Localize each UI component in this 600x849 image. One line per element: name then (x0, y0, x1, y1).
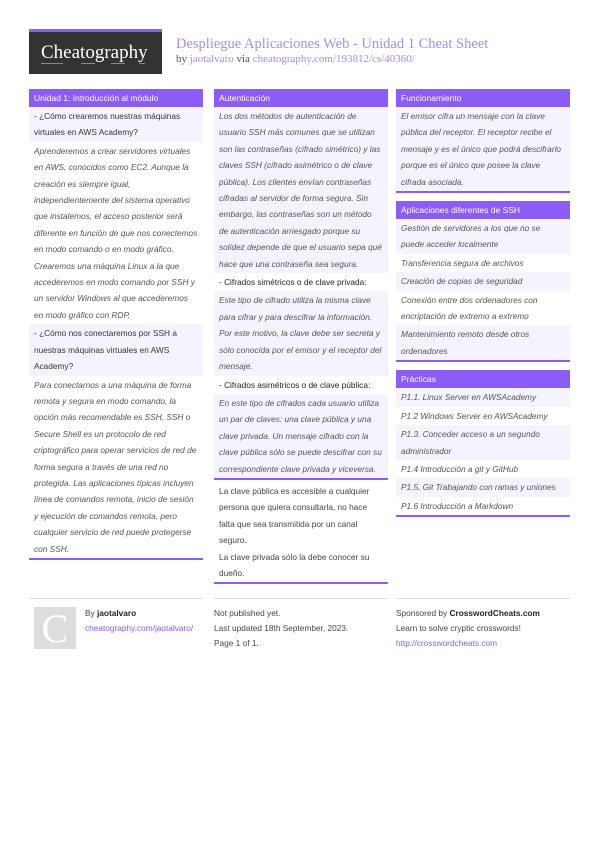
list-item: Conexión entre dos ordenadores con encriptación de extremo a extremo (401, 294, 538, 322)
section-unidad-1 (29, 89, 203, 560)
list-item: P1.5. Git Trabajando con ramas y uniones (396, 478, 570, 496)
question: - ¿Cómo crearemos nuestras máquinas virtuales en AWS Academy? (29, 107, 203, 142)
by-label: by (176, 53, 187, 65)
intro-text: Los dos métodos de autenticación de usuario SSH más comunes que se utilizan son las contraseñas (cifrado simétrico) y las claves SSH (cifrado asimétrico o de clave pública). Los clientes envían contraseñas cifradas al servidor de forma segura. Sin embargo, las contraseñas son un método de autenticación arriesgado porque su solidez depende de que el usuario sepa qué hace que una contraseña sea segura. (214, 107, 388, 273)
symmetric-text: Este tipo de cifrado utiliza la misma clave para cifrar y para descifrar la información. Por este motivo, la clave debe ser secreta y sólo conocida por el emisor y el receptor del mensaje. (214, 291, 388, 375)
column-3 (396, 89, 570, 525)
list-item: Gestión de servidores a los que no se puede acceder localmente (396, 219, 570, 254)
subheading: - Cifrados asimétricos o de clave pública: (214, 376, 388, 394)
column-2 (214, 89, 388, 592)
section-header: Unidad 1: Introducción al módulo (29, 89, 203, 107)
section-aplicaciones (396, 201, 570, 362)
section-header: Funcionamiento (396, 89, 570, 107)
answer: Para conectarnos a una máquina de forma remota y segura en modo comando, la opción más recomendable es SSH. SSH o Secure Shell es un protocolo de red criptográfico para operar servicios de red de forma segura a través de una red no protegida. Las aplicaciones típicas incluyen línea de comandos remota, inicio de sesión y ejecución de comandos remota, pero cualquier servicio de red puede protegerse con SSH. (34, 379, 197, 554)
section-autenticacion (214, 89, 388, 584)
list-item: P1.4 Introducción a git y GitHub (401, 463, 519, 474)
sponsor-tagline: Learn to solve cryptic crosswords! (396, 623, 521, 633)
asymmetric-text: En este tipo de cifrados cada usuario utiliza un par de claves: una clave pública y una clave privada. Un mensaje cifrado con la clave pública sólo se puede descifrar con su correspondiente clave privada y viceversa. (214, 394, 388, 480)
sheet-url-link[interactable]: cheatography.com/193812/cs/40360/ (252, 53, 415, 65)
public-key-note: La clave pública es accesible a cualquier persona que quiera consultarla, no hace falta que sea transmitida por un canal seguro. (219, 485, 370, 546)
list-item: Transferencia segura de archivos (401, 257, 524, 268)
cheatography-logo[interactable] (29, 29, 162, 74)
author-line (85, 606, 203, 621)
sponsored-label: Sponsored by (396, 608, 448, 618)
page-title: Despliegue Aplicaciones Web - Unidad 1 Cheat Sheet (176, 36, 489, 52)
last-updated: Last updated 18th September, 2023. (214, 623, 349, 633)
footer-author (29, 598, 203, 656)
footer-sponsor (396, 598, 570, 651)
section-header: Aplicaciones diferentes de SSH (396, 201, 570, 219)
logo-underline (139, 63, 145, 64)
sponsor-line (396, 606, 570, 621)
by-label: By (85, 608, 95, 618)
logo-underline (81, 63, 95, 64)
sponsor-name: CrosswordCheats.com (449, 608, 540, 618)
list-item: P1.1. Linux Server en AWSAcademy (396, 388, 570, 406)
list-item: P1.6 Introducción a Markdown (401, 500, 514, 511)
logo-text: Cheatography (41, 42, 148, 63)
logo-underline (111, 63, 125, 64)
column-1 (29, 89, 203, 568)
section-header: Prácticas (396, 370, 570, 388)
key-notes (214, 480, 388, 584)
avatar: C (34, 607, 76, 649)
list-item: P1.2 Windows Server en AWSAcademy (401, 410, 548, 421)
subheading: - Cifrados simétricos o de clave privada: (214, 273, 388, 291)
page-number: Page 1 of 1. (214, 638, 259, 648)
list-item: Creación de copias de seguridad (396, 272, 570, 290)
sponsor-link[interactable]: http://crosswordcheats.com (396, 638, 497, 648)
author-name: jaotalvaro (97, 608, 137, 618)
published-status: Not published yet. (214, 608, 281, 618)
byline (176, 53, 415, 65)
section-practicas (396, 370, 570, 517)
section-header: Autenticación (214, 89, 388, 107)
author-profile-link[interactable]: cheatography.com/jaotalvaro/ (85, 623, 194, 633)
author-link[interactable]: jaotalvaro (189, 53, 234, 65)
via-label: via (236, 53, 250, 65)
answer: Aprenderemos a crear servidores virtuales en AWS, conocidos como EC2. Aunque la creación es siempre igual, independientemente del sistema operativo que instalemos, el acceso posterior será diferente en función de que nos conectemos en modo comando o en modo gráfico. Crearemos una máquina Linux a la que accederemos en modo comando por SSH y un servidor Windows al que accederemos en modo gráfico con RDP. (34, 145, 198, 320)
logo-underline (41, 63, 63, 64)
section-funcionamiento (396, 89, 570, 193)
list-item: P1.3. Conceder acceso a un segundo administrador (396, 425, 570, 460)
private-key-note: La clave privada sólo la debe conocer su dueño. (219, 551, 370, 578)
func-text: El emisor cifra un mensaje con la clave pública del receptor. El receptor recibe el mensaje y es el único que podrá descifrarlo porque es el único que posee la clave cifrada asociada. (396, 107, 570, 191)
question: - ¿Cómo nos conectaremos por SSH a nuestras máquinas virtuales en AWS Academy? (29, 324, 203, 375)
footer-status (214, 598, 388, 651)
list-item: Mantenimiento remoto desde otros ordenadores (396, 325, 570, 360)
